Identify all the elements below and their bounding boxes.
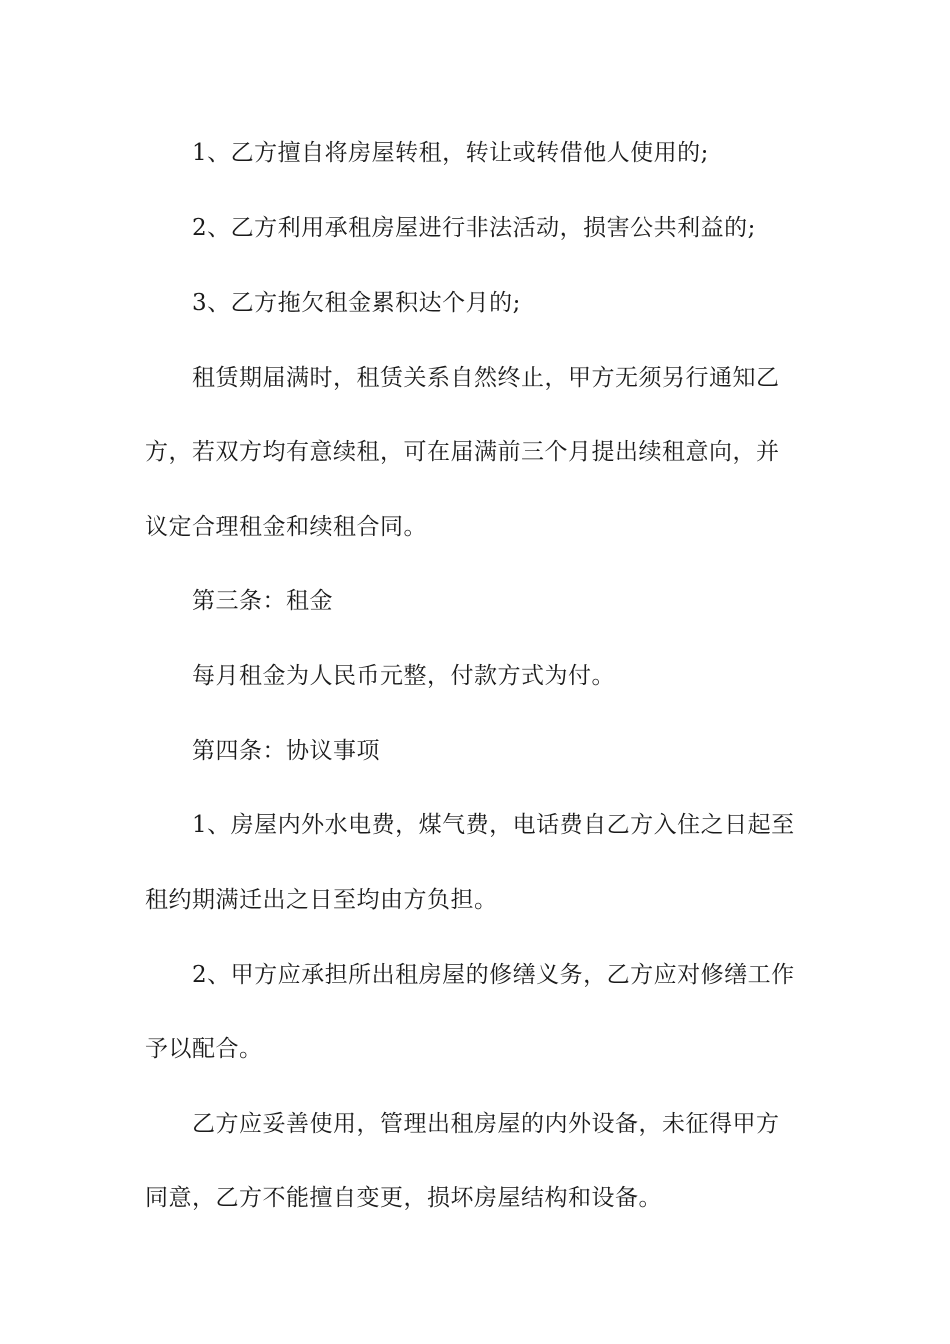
paragraph-line: 每月租金为人民币元整，付款方式为付。 xyxy=(192,663,615,689)
clause-item-1: 1、乙方擅自将房屋转租，转让或转借他人使用的; xyxy=(192,140,709,166)
paragraph-line: 1、房屋内外水电费，煤气费，电话费自乙方入住之日起至 xyxy=(192,812,795,838)
section-heading-terms: 第四条：协议事项 xyxy=(192,738,380,764)
clause-item-3: 3、乙方拖欠租金累积达个月的; xyxy=(192,290,521,316)
paragraph-line: 同意，乙方不能擅自变更，损坏房屋结构和设备。 xyxy=(145,1185,662,1211)
paragraph-line: 租赁期届满时，租赁关系自然终止，甲方无须另行通知乙 xyxy=(192,365,780,391)
paragraph-line: 议定合理租金和续租合同。 xyxy=(145,514,427,540)
paragraph-line: 租约期满迁出之日至均由方负担。 xyxy=(145,887,498,913)
section-heading-rent: 第三条：租金 xyxy=(192,588,333,614)
clause-item-2: 2、乙方利用承租房屋进行非法活动，损害公共利益的; xyxy=(192,215,756,241)
paragraph-line: 予以配合。 xyxy=(145,1036,263,1062)
paragraph-line: 乙方应妥善使用，管理出租房屋的内外设备，未征得甲方 xyxy=(192,1111,780,1137)
paragraph-line: 2、甲方应承担所出租房屋的修缮义务，乙方应对修缮工作 xyxy=(192,962,795,988)
paragraph-line: 方，若双方均有意续租，可在届满前三个月提出续租意向，并 xyxy=(145,439,780,465)
